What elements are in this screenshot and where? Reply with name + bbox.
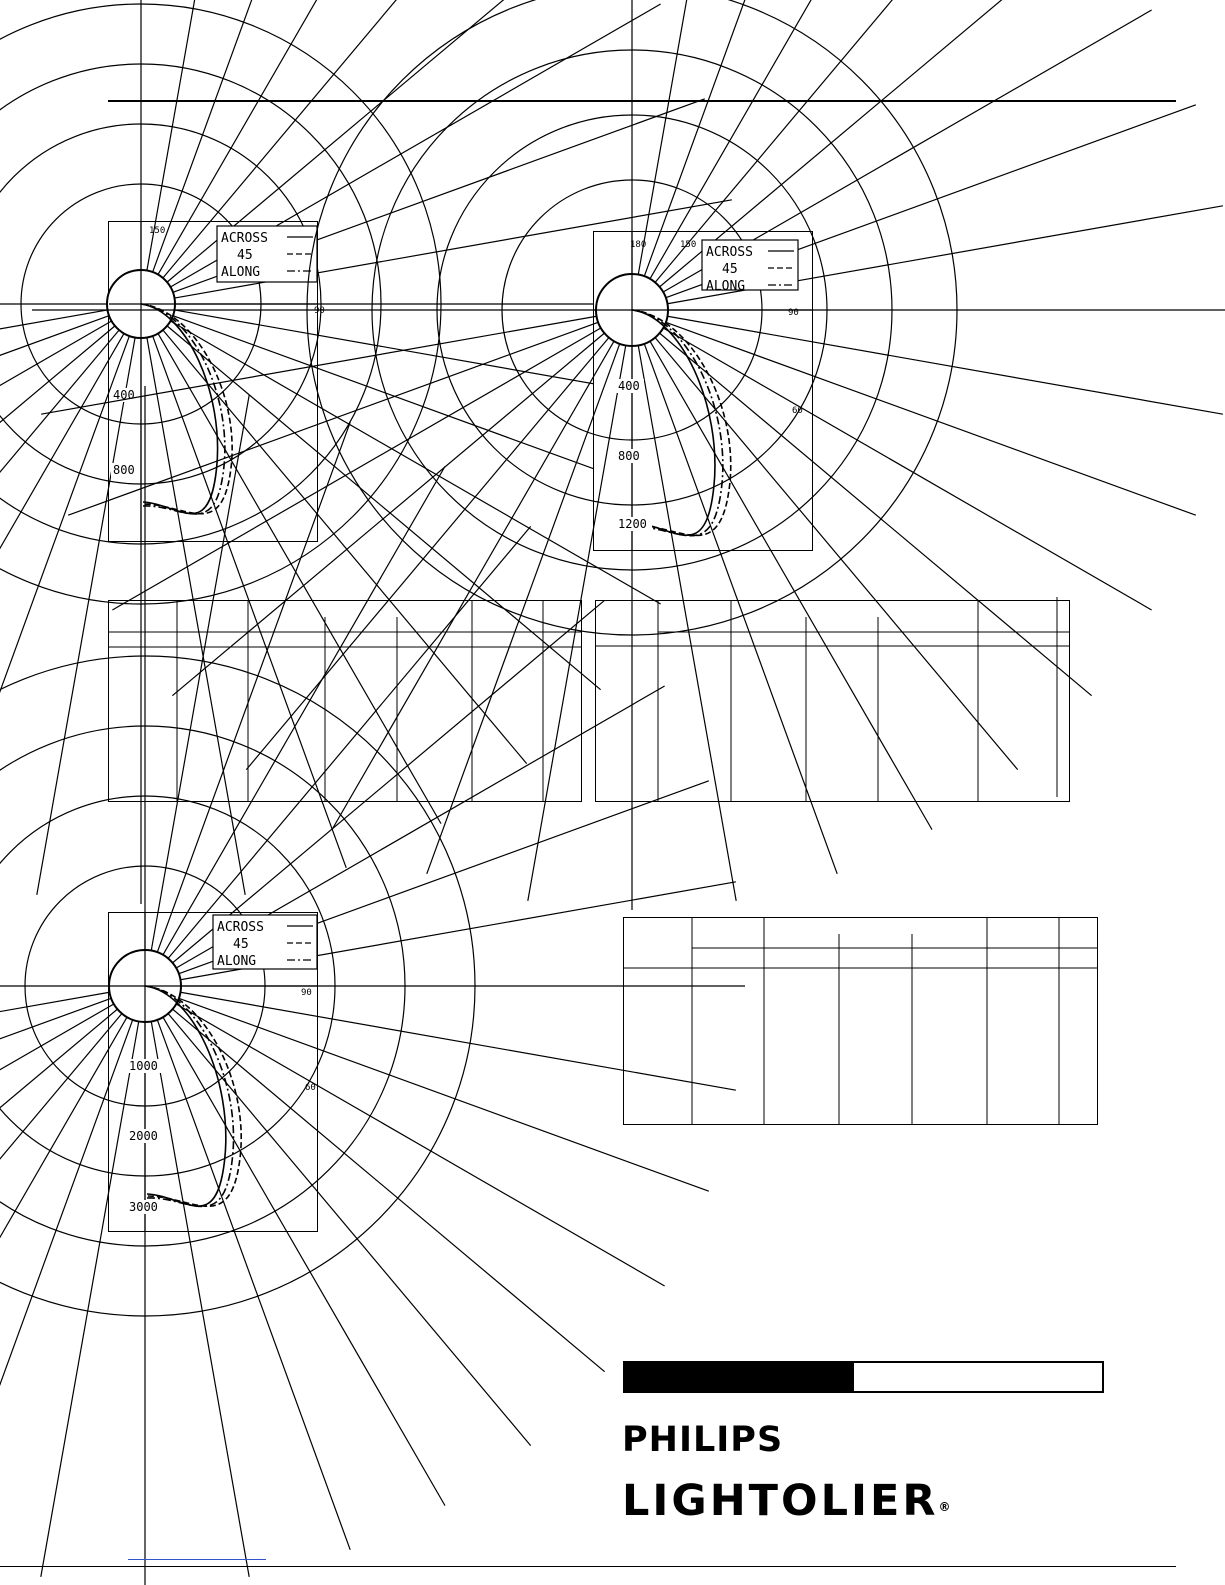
philips-logo: PHILIPS: [622, 1420, 784, 1460]
registered-mark: ®: [938, 1500, 954, 1514]
legend-entry: ALONG: [221, 265, 261, 280]
angle-label: 150: [149, 226, 166, 236]
grid-spoke: [41, 1021, 139, 1576]
angle-label: 90: [314, 306, 325, 316]
legend-entry: 45: [237, 248, 253, 263]
grid-spoke: [644, 0, 837, 276]
legend-entry: ACROSS: [217, 920, 264, 935]
lightolier-logo: [622, 1476, 953, 1526]
grid-spoke: [0, 1017, 127, 1505]
logo-bar: [623, 1361, 1104, 1393]
grid-spoke: [0, 310, 108, 408]
data-table-2: [595, 600, 1070, 802]
footer-rule: [0, 1566, 1176, 1567]
footer-link-underline[interactable]: [128, 1559, 266, 1560]
radial-label: 3000: [129, 1200, 158, 1214]
chart-legend: [702, 240, 798, 294]
angle-label: 150: [680, 240, 697, 250]
legend-entry: 45: [722, 262, 738, 277]
grid-spoke: [663, 328, 1151, 610]
grid-spoke: [173, 1009, 605, 1372]
grid-spoke: [0, 1014, 122, 1446]
data-table-1: [108, 600, 582, 802]
legend-entry: ACROSS: [221, 231, 268, 246]
data-table-3: [623, 917, 1098, 1125]
angle-label: 90: [788, 308, 799, 318]
candlepower-chart-2: [593, 231, 813, 551]
legend-entry: ACROSS: [706, 245, 753, 260]
grid-spoke: [0, 1004, 114, 1286]
angle-label: 180: [630, 240, 647, 250]
radial-label: 1200: [618, 517, 647, 531]
radial-label: 1000: [129, 1059, 158, 1073]
radial-label: 2000: [129, 1129, 158, 1143]
radial-label: 800: [113, 463, 135, 477]
angle-label: 60: [305, 1083, 316, 1093]
grid-spoke: [151, 1021, 249, 1576]
chart-legend: [213, 915, 317, 969]
lightolier-wordmark: LIGHTOLIER: [622, 1476, 939, 1526]
grid-spoke: [0, 330, 119, 764]
legend-entry: ALONG: [706, 279, 746, 294]
grid-spoke: [0, 1020, 133, 1550]
grid-spoke: [667, 316, 1222, 414]
logo-bar-fill: [625, 1363, 854, 1391]
grid-spoke: [666, 322, 1196, 515]
radial-label: 800: [618, 449, 640, 463]
grid-spoke: [650, 0, 932, 279]
grid-spoke: [0, 326, 115, 690]
chart-legend: [217, 226, 317, 282]
radial-label: 400: [113, 388, 135, 402]
angle-label: 60: [792, 406, 803, 416]
legend-entry: ALONG: [217, 954, 257, 969]
candlepower-chart-1: [108, 221, 325, 542]
candlepower-chart-3: [108, 912, 318, 1232]
legend-entry: 45: [233, 937, 249, 952]
radial-label: 400: [618, 379, 640, 393]
angle-label: 90: [301, 988, 312, 998]
